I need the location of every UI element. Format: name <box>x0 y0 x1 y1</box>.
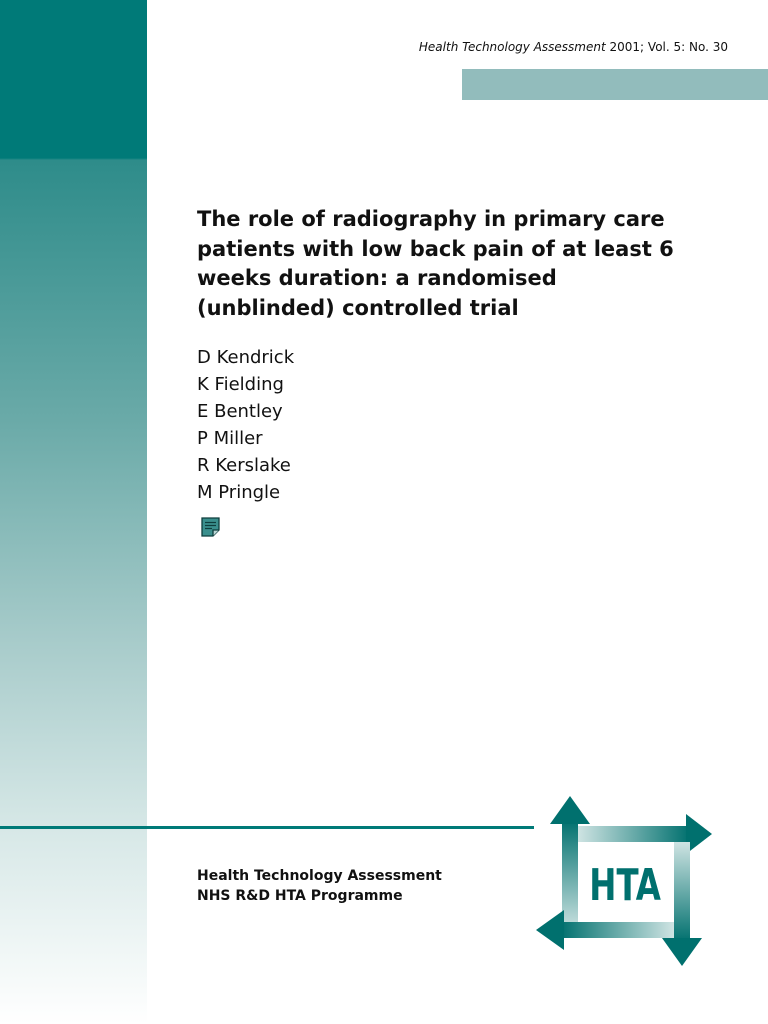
hta-logo-text: HTA <box>589 860 661 911</box>
programme-text <box>197 866 442 906</box>
author-name: K Fielding <box>197 374 284 395</box>
author-name: R Kerslake <box>197 455 291 476</box>
hta-logo <box>530 792 730 972</box>
author-name: E Bentley <box>197 401 283 422</box>
arrow-up-icon <box>562 820 578 932</box>
horizontal-rule <box>0 826 534 829</box>
author-name: D Kendrick <box>197 347 295 368</box>
journal-name: Health Technology Assessment <box>418 40 606 54</box>
author-list <box>197 344 294 506</box>
journal-citation: 2001; Vol. 5: No. 30 <box>609 40 728 54</box>
programme-line-1: Health Technology Assessment <box>197 868 442 884</box>
header-band <box>462 69 768 100</box>
report-title: The role of radiography in primary care patients with low back pain of at least 6 weeks duration: a randomised (unblinded) controlled trial <box>197 207 674 320</box>
author-name: P Miller <box>197 428 263 449</box>
sidebar-gradient <box>0 0 147 1024</box>
programme-line-2: NHS R&D HTA Programme <box>197 888 403 904</box>
document-icon[interactable] <box>200 516 222 538</box>
arrow-left-icon <box>560 922 674 938</box>
arrow-down-icon <box>674 842 690 942</box>
journal-reference <box>419 40 728 54</box>
author-name: M Pringle <box>197 482 281 503</box>
arrow-right-icon <box>578 826 690 842</box>
